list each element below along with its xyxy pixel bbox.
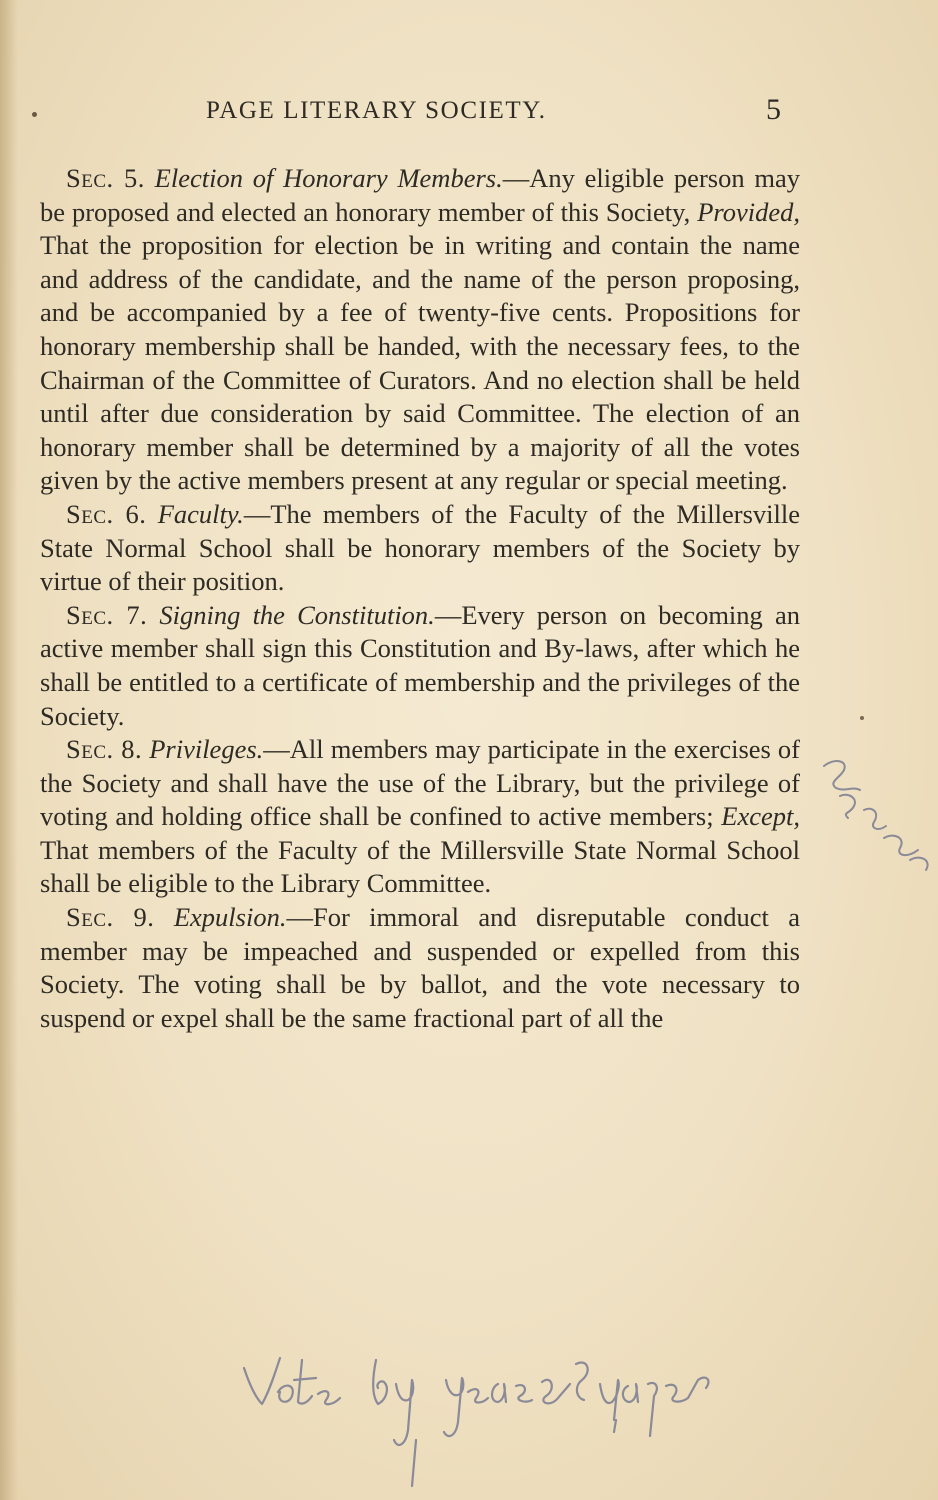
section-emphasis: Except, <box>721 801 800 832</box>
section-text: —All members may participate in the exercises of the Society and shall have the use of the Library, but the privilege of voting and holding office shall be confined to active members; <box>40 734 800 832</box>
section-heading: Faculty. <box>157 498 244 529</box>
section-number: Sec. 8. <box>66 734 143 765</box>
section-text: —Any eligible person may be proposed and elected an honorary member of this Society, <box>40 163 801 227</box>
section-text: —Every person on becoming an active member shall sign this Constitution and By-laws, after which he shall be entitled to a certificate of membership and the privileges of the Society. <box>40 599 800 731</box>
section-number: Sec. 7. <box>66 599 148 630</box>
section-text: —The members of the Faculty of the Millersville State Normal School shall be honorary members of the Society by virtue of their position. <box>40 498 801 597</box>
section-heading: Signing the Constitution. <box>159 599 435 630</box>
section-8 <box>40 733 800 901</box>
handwritten-note <box>236 1340 756 1490</box>
section-number: Sec. 6. <box>66 498 147 529</box>
section-number: Sec. 9. <box>66 902 155 933</box>
section-number: Sec. 5. <box>66 163 145 193</box>
section-5 <box>40 162 800 498</box>
section-9 <box>40 901 800 1035</box>
section-emphasis: Provided, <box>697 196 800 227</box>
body-text <box>40 162 800 1035</box>
running-head-title: PAGE LITERARY SOCIETY. <box>206 97 547 124</box>
section-text: —For immoral and disreputable conduct a member may be impeached and suspended or expelled from this Society. The voting shall be by ballot, and the vote necessary to suspend or expel shall be the same fractional part of all the <box>40 902 800 1033</box>
ink-dot <box>860 716 864 720</box>
section-heading: Expulsion. <box>173 902 287 933</box>
running-head <box>0 93 938 137</box>
section-text: That the proposition for election be in writing and contain the name and address of the candidate, and the name of the person proposing, and be accompanied by a fee of twenty-five cents. Propositions for honorary membership shall be handed, with the necessary fees, to the Chairman of the Committee of Curators. And no election shall be held until after due consideration by said Committee. The election of an honorary member shall be determined by a majority of all the votes given by the active members present at any regular or special meeting. <box>40 230 800 496</box>
section-7 <box>40 599 800 733</box>
page-number: 5 <box>766 93 781 126</box>
section-text: That members of the Faculty of the Millersville State Normal School shall be eligible to the Library Committee. <box>40 834 800 899</box>
section-heading: Privileges. <box>149 734 264 765</box>
section-heading: Election of Honorary Members. <box>154 163 503 193</box>
section-6 <box>40 498 800 599</box>
margin-handwriting <box>814 752 938 882</box>
